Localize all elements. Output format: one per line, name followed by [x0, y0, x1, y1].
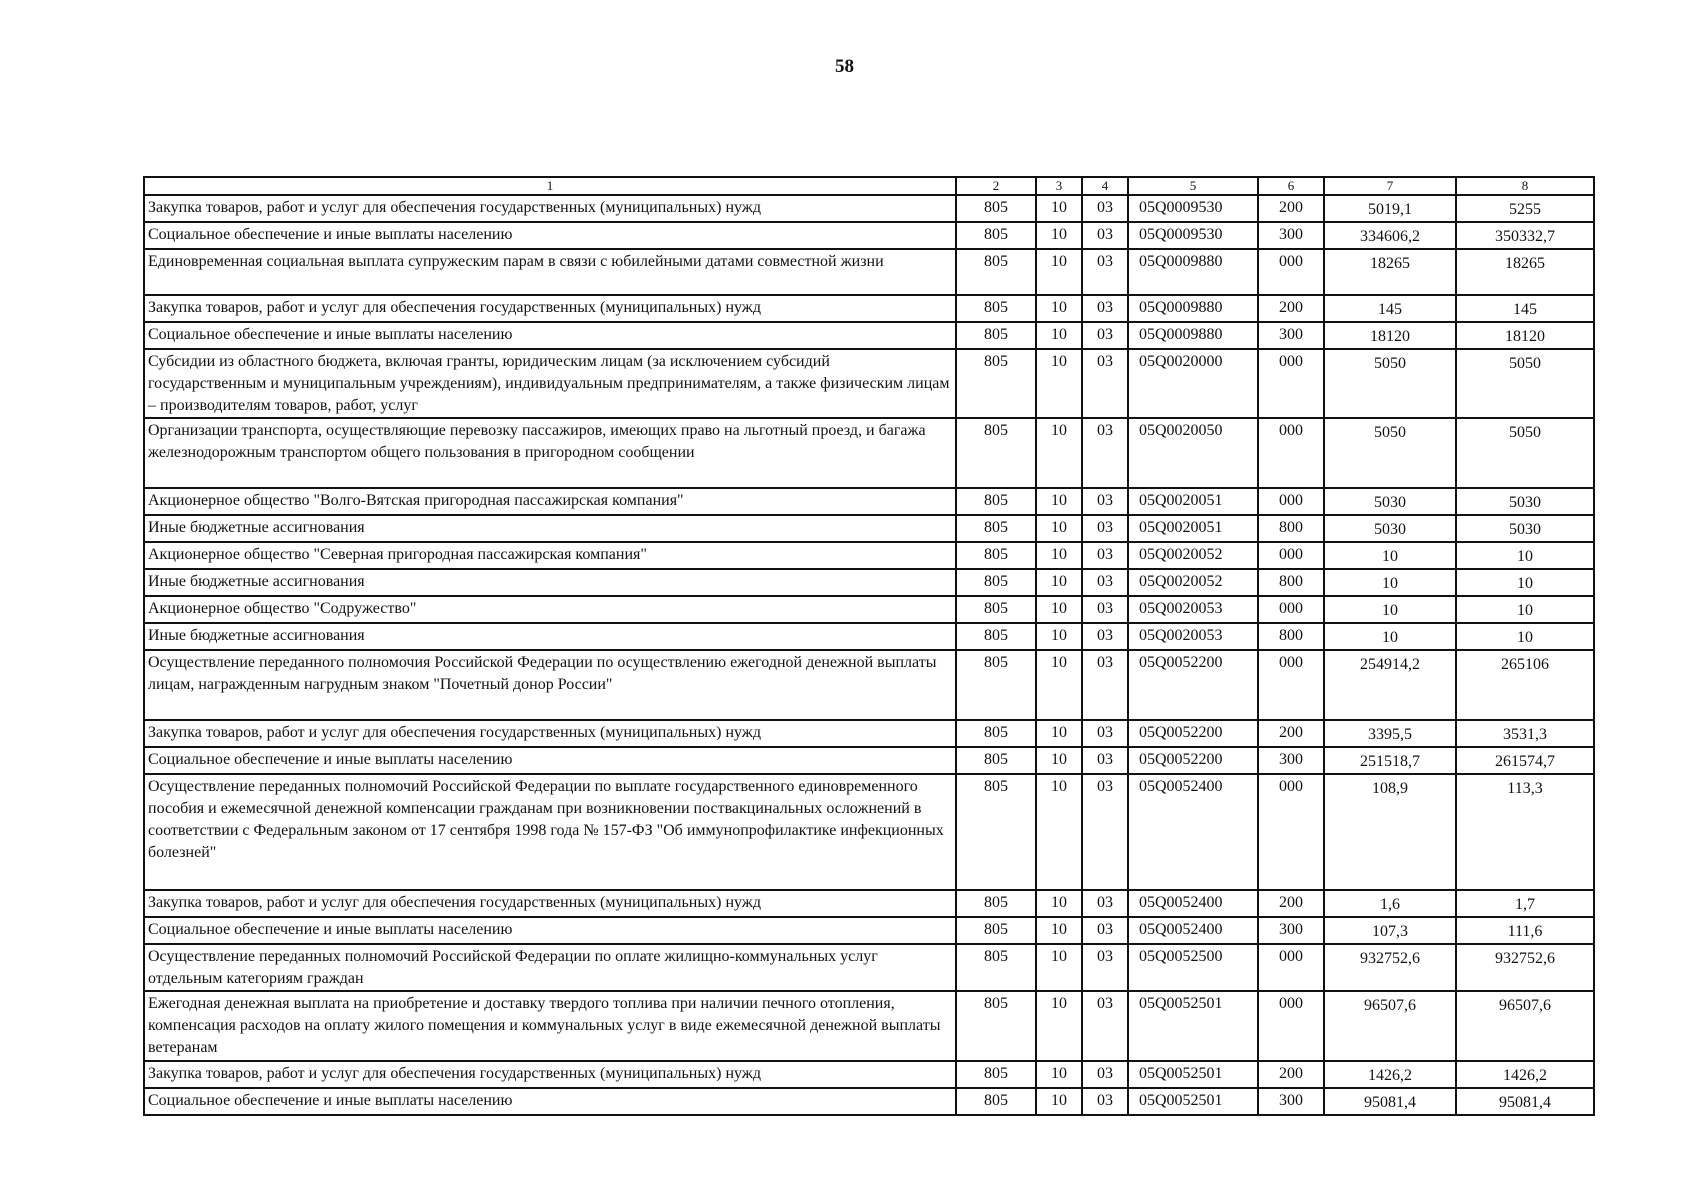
row-section-code: 10 [1036, 774, 1082, 890]
row-chapter-code: 805 [956, 222, 1036, 249]
column-header-1: 1 [144, 177, 956, 195]
row-chapter-code: 805 [956, 1061, 1036, 1088]
row-expense-type: 200 [1258, 195, 1324, 222]
row-section-code: 10 [1036, 917, 1082, 944]
row-chapter-code: 805 [956, 623, 1036, 650]
row-amount-year-2: 5050 [1456, 418, 1594, 488]
column-header-8: 8 [1456, 177, 1594, 195]
row-name: Закупка товаров, работ и услуг для обеспечения государственных (муниципальных) нужд [144, 890, 956, 917]
row-subsection-code: 03 [1082, 569, 1128, 596]
row-section-code: 10 [1036, 1061, 1082, 1088]
row-amount-year-1: 3395,5 [1324, 720, 1456, 747]
row-name: Иные бюджетные ассигнования [144, 569, 956, 596]
row-chapter-code: 805 [956, 569, 1036, 596]
row-section-code: 10 [1036, 1088, 1082, 1115]
row-amount-year-2: 5030 [1456, 488, 1594, 515]
row-target-article: 05Q0020000 [1128, 349, 1258, 418]
row-name: Социальное обеспечение и иные выплаты населению [144, 222, 956, 249]
row-expense-type: 000 [1258, 542, 1324, 569]
row-amount-year-2: 18265 [1456, 249, 1594, 295]
row-chapter-code: 805 [956, 195, 1036, 222]
row-section-code: 10 [1036, 418, 1082, 488]
row-subsection-code: 03 [1082, 1088, 1128, 1115]
row-section-code: 10 [1036, 295, 1082, 322]
row-section-code: 10 [1036, 322, 1082, 349]
row-subsection-code: 03 [1082, 349, 1128, 418]
row-chapter-code: 805 [956, 991, 1036, 1061]
table-body [144, 195, 1594, 1115]
row-amount-year-1: 10 [1324, 569, 1456, 596]
row-subsection-code: 03 [1082, 222, 1128, 249]
row-expense-type: 300 [1258, 917, 1324, 944]
row-name: Социальное обеспечение и иные выплаты населению [144, 322, 956, 349]
row-amount-year-1: 95081,4 [1324, 1088, 1456, 1115]
row-amount-year-1: 10 [1324, 596, 1456, 623]
row-amount-year-2: 5030 [1456, 515, 1594, 542]
row-subsection-code: 03 [1082, 623, 1128, 650]
row-subsection-code: 03 [1082, 720, 1128, 747]
row-expense-type: 000 [1258, 249, 1324, 295]
row-expense-type: 000 [1258, 418, 1324, 488]
row-name: Ежегодная денежная выплата на приобретение и доставку твердого топлива при наличии печного отопления, компенсация расходов на оплату жилого помещения и коммунальных услуг в виде ежемесячной денежной выплаты ветеранам [144, 991, 956, 1061]
row-target-article: 05Q0009880 [1128, 249, 1258, 295]
row-expense-type: 800 [1258, 515, 1324, 542]
column-header-6: 6 [1258, 177, 1324, 195]
row-subsection-code: 03 [1082, 650, 1128, 720]
row-chapter-code: 805 [956, 917, 1036, 944]
table-row [144, 418, 1594, 488]
row-amount-year-1: 18265 [1324, 249, 1456, 295]
column-header-3: 3 [1036, 177, 1082, 195]
row-amount-year-2: 261574,7 [1456, 747, 1594, 774]
row-section-code: 10 [1036, 488, 1082, 515]
row-amount-year-1: 145 [1324, 295, 1456, 322]
row-amount-year-2: 10 [1456, 542, 1594, 569]
row-amount-year-1: 1426,2 [1324, 1061, 1456, 1088]
row-name: Социальное обеспечение и иные выплаты населению [144, 917, 956, 944]
row-target-article: 05Q0009530 [1128, 222, 1258, 249]
row-chapter-code: 805 [956, 295, 1036, 322]
row-section-code: 10 [1036, 596, 1082, 623]
row-expense-type: 000 [1258, 596, 1324, 623]
row-chapter-code: 805 [956, 488, 1036, 515]
row-target-article: 05Q0020053 [1128, 596, 1258, 623]
row-expense-type: 300 [1258, 747, 1324, 774]
row-amount-year-1: 10 [1324, 542, 1456, 569]
row-amount-year-2: 3531,3 [1456, 720, 1594, 747]
row-amount-year-2: 265106 [1456, 650, 1594, 720]
row-section-code: 10 [1036, 569, 1082, 596]
table-row [144, 650, 1594, 720]
table-row [144, 890, 1594, 917]
row-name: Организации транспорта, осуществляющие перевозку пассажиров, имеющих право на льготный проезд, и багажа железнодорожным транспортом общего пользования в пригородном сообщении [144, 418, 956, 488]
row-section-code: 10 [1036, 222, 1082, 249]
row-name: Осуществление переданных полномочий Российской Федерации по выплате государственного единовременного пособия и ежемесячной денежной компенсации гражданам при возникновении поствакцинальных осложнений в соответствии с Федеральным законом от 17 сентября 1998 года № 157-ФЗ "Об иммунопрофилактике инфекционных болезней" [144, 774, 956, 890]
row-amount-year-2: 95081,4 [1456, 1088, 1594, 1115]
row-expense-type: 800 [1258, 569, 1324, 596]
row-subsection-code: 03 [1082, 542, 1128, 569]
row-section-code: 10 [1036, 650, 1082, 720]
row-target-article: 05Q0052501 [1128, 1088, 1258, 1115]
row-amount-year-2: 111,6 [1456, 917, 1594, 944]
table-row [144, 249, 1594, 295]
table-row [144, 295, 1594, 322]
row-expense-type: 200 [1258, 890, 1324, 917]
row-chapter-code: 805 [956, 650, 1036, 720]
row-amount-year-2: 1,7 [1456, 890, 1594, 917]
row-name: Иные бюджетные ассигнования [144, 515, 956, 542]
table-row [144, 720, 1594, 747]
row-target-article: 05Q0009880 [1128, 295, 1258, 322]
row-expense-type: 300 [1258, 222, 1324, 249]
row-amount-year-1: 5050 [1324, 418, 1456, 488]
row-section-code: 10 [1036, 890, 1082, 917]
row-subsection-code: 03 [1082, 747, 1128, 774]
row-chapter-code: 805 [956, 322, 1036, 349]
row-target-article: 05Q0052400 [1128, 890, 1258, 917]
row-chapter-code: 805 [956, 944, 1036, 991]
row-amount-year-1: 18120 [1324, 322, 1456, 349]
row-amount-year-2: 350332,7 [1456, 222, 1594, 249]
table-row [144, 1061, 1594, 1088]
row-subsection-code: 03 [1082, 596, 1128, 623]
row-amount-year-2: 10 [1456, 623, 1594, 650]
row-subsection-code: 03 [1082, 195, 1128, 222]
row-amount-year-1: 1,6 [1324, 890, 1456, 917]
page-number: 58 [835, 56, 854, 77]
row-amount-year-1: 5050 [1324, 349, 1456, 418]
row-section-code: 10 [1036, 747, 1082, 774]
row-expense-type: 000 [1258, 349, 1324, 418]
row-name: Акционерное общество "Волго-Вятская пригородная пассажирская компания" [144, 488, 956, 515]
row-expense-type: 000 [1258, 650, 1324, 720]
row-section-code: 10 [1036, 944, 1082, 991]
row-amount-year-1: 5019,1 [1324, 195, 1456, 222]
table-row [144, 747, 1594, 774]
row-section-code: 10 [1036, 515, 1082, 542]
row-amount-year-2: 113,3 [1456, 774, 1594, 890]
row-amount-year-2: 10 [1456, 596, 1594, 623]
row-target-article: 05Q0020052 [1128, 542, 1258, 569]
row-target-article: 05Q0020050 [1128, 418, 1258, 488]
row-amount-year-1: 251518,7 [1324, 747, 1456, 774]
row-amount-year-1: 254914,2 [1324, 650, 1456, 720]
row-expense-type: 000 [1258, 991, 1324, 1061]
row-subsection-code: 03 [1082, 917, 1128, 944]
row-target-article: 05Q0020051 [1128, 488, 1258, 515]
row-subsection-code: 03 [1082, 890, 1128, 917]
row-subsection-code: 03 [1082, 249, 1128, 295]
row-target-article: 05Q0052501 [1128, 991, 1258, 1061]
table-row [144, 1088, 1594, 1115]
row-chapter-code: 805 [956, 542, 1036, 569]
row-target-article: 05Q0009530 [1128, 195, 1258, 222]
row-chapter-code: 805 [956, 596, 1036, 623]
row-target-article: 05Q0052501 [1128, 1061, 1258, 1088]
row-section-code: 10 [1036, 720, 1082, 747]
row-amount-year-2: 18120 [1456, 322, 1594, 349]
row-expense-type: 300 [1258, 1088, 1324, 1115]
table-row [144, 917, 1594, 944]
row-target-article: 05Q0052500 [1128, 944, 1258, 991]
row-amount-year-1: 5030 [1324, 515, 1456, 542]
row-target-article: 05Q0052200 [1128, 747, 1258, 774]
row-amount-year-2: 932752,6 [1456, 944, 1594, 991]
row-name: Осуществление переданных полномочий Российской Федерации по оплате жилищно-коммунальных услуг отдельным категориям граждан [144, 944, 956, 991]
row-target-article: 05Q0020052 [1128, 569, 1258, 596]
row-amount-year-1: 932752,6 [1324, 944, 1456, 991]
table-row [144, 195, 1594, 222]
row-target-article: 05Q0052400 [1128, 774, 1258, 890]
row-section-code: 10 [1036, 349, 1082, 418]
table-row [144, 542, 1594, 569]
row-chapter-code: 805 [956, 349, 1036, 418]
row-subsection-code: 03 [1082, 295, 1128, 322]
row-subsection-code: 03 [1082, 944, 1128, 991]
row-subsection-code: 03 [1082, 774, 1128, 890]
row-amount-year-2: 10 [1456, 569, 1594, 596]
table-row [144, 774, 1594, 890]
table-row [144, 596, 1594, 623]
table-row [144, 322, 1594, 349]
row-expense-type: 000 [1258, 944, 1324, 991]
row-subsection-code: 03 [1082, 1061, 1128, 1088]
row-name: Акционерное общество "Содружество" [144, 596, 956, 623]
table-row [144, 991, 1594, 1061]
table-row [144, 944, 1594, 991]
row-target-article: 05Q0009880 [1128, 322, 1258, 349]
row-chapter-code: 805 [956, 747, 1036, 774]
row-target-article: 05Q0052200 [1128, 720, 1258, 747]
row-name: Социальное обеспечение и иные выплаты населению [144, 747, 956, 774]
row-expense-type: 000 [1258, 488, 1324, 515]
column-header-2: 2 [956, 177, 1036, 195]
row-name: Иные бюджетные ассигнования [144, 623, 956, 650]
row-chapter-code: 805 [956, 418, 1036, 488]
table-row [144, 623, 1594, 650]
row-expense-type: 000 [1258, 774, 1324, 890]
row-target-article: 05Q0052400 [1128, 917, 1258, 944]
row-section-code: 10 [1036, 623, 1082, 650]
row-section-code: 10 [1036, 195, 1082, 222]
table-row [144, 222, 1594, 249]
row-amount-year-1: 96507,6 [1324, 991, 1456, 1061]
row-name: Осуществление переданного полномочия Российской Федерации по осуществлению ежегодной денежной выплаты лицам, награжденным нагрудным знаком "Почетный донор России" [144, 650, 956, 720]
table-row [144, 515, 1594, 542]
column-header-4: 4 [1082, 177, 1128, 195]
row-amount-year-2: 5050 [1456, 349, 1594, 418]
row-name: Закупка товаров, работ и услуг для обеспечения государственных (муниципальных) нужд [144, 1061, 956, 1088]
row-expense-type: 200 [1258, 720, 1324, 747]
row-amount-year-2: 96507,6 [1456, 991, 1594, 1061]
row-target-article: 05Q0020053 [1128, 623, 1258, 650]
row-amount-year-1: 107,3 [1324, 917, 1456, 944]
row-expense-type: 800 [1258, 623, 1324, 650]
row-amount-year-1: 108,9 [1324, 774, 1456, 890]
row-name: Акционерное общество "Северная пригородная пассажирская компания" [144, 542, 956, 569]
header-row [144, 177, 1594, 195]
row-expense-type: 300 [1258, 322, 1324, 349]
column-header-5: 5 [1128, 177, 1258, 195]
row-subsection-code: 03 [1082, 418, 1128, 488]
row-subsection-code: 03 [1082, 488, 1128, 515]
row-name: Социальное обеспечение и иные выплаты населению [144, 1088, 956, 1115]
row-chapter-code: 805 [956, 720, 1036, 747]
row-amount-year-1: 10 [1324, 623, 1456, 650]
column-header-7: 7 [1324, 177, 1456, 195]
table-row [144, 349, 1594, 418]
row-chapter-code: 805 [956, 774, 1036, 890]
row-section-code: 10 [1036, 991, 1082, 1061]
row-section-code: 10 [1036, 249, 1082, 295]
row-subsection-code: 03 [1082, 991, 1128, 1061]
table-row [144, 569, 1594, 596]
row-target-article: 05Q0052200 [1128, 650, 1258, 720]
row-name: Закупка товаров, работ и услуг для обеспечения государственных (муниципальных) нужд [144, 295, 956, 322]
row-subsection-code: 03 [1082, 515, 1128, 542]
row-amount-year-2: 1426,2 [1456, 1061, 1594, 1088]
table-row [144, 488, 1594, 515]
row-amount-year-2: 5255 [1456, 195, 1594, 222]
budget-table [143, 176, 1595, 1116]
row-amount-year-2: 145 [1456, 295, 1594, 322]
row-expense-type: 200 [1258, 295, 1324, 322]
row-name: Единовременная социальная выплата супружеским парам в связи с юбилейными датами совместной жизни [144, 249, 956, 295]
row-chapter-code: 805 [956, 890, 1036, 917]
row-chapter-code: 805 [956, 515, 1036, 542]
row-name: Закупка товаров, работ и услуг для обеспечения государственных (муниципальных) нужд [144, 720, 956, 747]
row-amount-year-1: 5030 [1324, 488, 1456, 515]
row-chapter-code: 805 [956, 1088, 1036, 1115]
row-amount-year-1: 334606,2 [1324, 222, 1456, 249]
row-name: Субсидии из областного бюджета, включая гранты, юридическим лицам (за исключением субсидий государственным и муниципальным учреждениям), индивидуальным предпринимателям, а также физическим лицам – производителям товаров, работ, услуг [144, 349, 956, 418]
row-subsection-code: 03 [1082, 322, 1128, 349]
row-name: Закупка товаров, работ и услуг для обеспечения государственных (муниципальных) нужд [144, 195, 956, 222]
row-section-code: 10 [1036, 542, 1082, 569]
row-expense-type: 200 [1258, 1061, 1324, 1088]
row-target-article: 05Q0020051 [1128, 515, 1258, 542]
row-chapter-code: 805 [956, 249, 1036, 295]
